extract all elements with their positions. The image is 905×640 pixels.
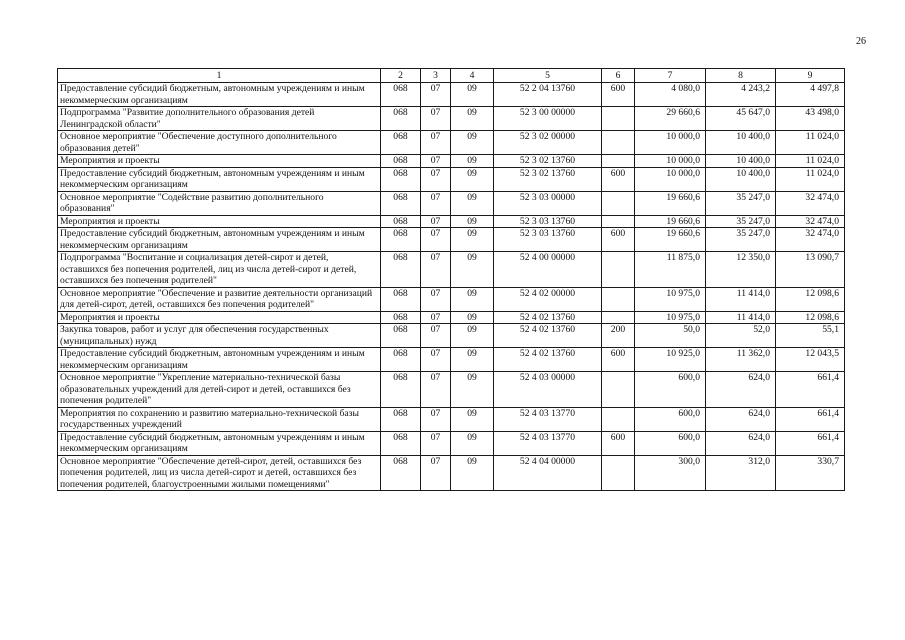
amount-year-3-cell: 11 024,0 [776,167,845,191]
section-code-cell: 07 [421,431,451,455]
table-row [58,155,845,168]
table-header [58,69,845,83]
expense-type-cell: 200 [602,324,635,348]
section-code-cell: 07 [421,107,451,131]
expense-type-cell [602,372,635,408]
table-row [58,228,845,252]
expense-type-cell [602,252,635,288]
header-row [58,69,845,83]
subsection-code-cell: 09 [451,311,494,324]
section-code-cell: 07 [421,228,451,252]
subsection-code-cell: 09 [451,155,494,168]
subsection-code-cell: 09 [451,407,494,431]
row-name-cell: Мероприятия и проекты [58,311,381,324]
section-code-cell: 07 [421,407,451,431]
row-name-cell: Предоставление субсидий бюджетным, автономным учреждениям и иным некоммерческим организациям [58,167,381,191]
target-article-cell: 52 4 02 00000 [494,287,602,311]
target-article-cell: 52 2 04 13760 [494,83,602,107]
column-header: 6 [602,69,635,83]
table-row [58,372,845,408]
amount-year-2-cell: 10 400,0 [706,167,776,191]
subsection-code-cell: 09 [451,131,494,155]
table-row [58,407,845,431]
ministry-code-cell: 068 [381,107,421,131]
amount-year-3-cell: 32 474,0 [776,215,845,228]
amount-year-2-cell: 4 243,2 [706,83,776,107]
table-body [58,83,845,491]
expense-type-cell: 600 [602,348,635,372]
amount-year-1-cell: 19 660,6 [635,228,706,252]
expense-type-cell [602,131,635,155]
amount-year-1-cell: 50,0 [635,324,706,348]
row-name-cell: Предоставление субсидий бюджетным, автономным учреждениям и иным некоммерческим организациям [58,348,381,372]
subsection-code-cell: 09 [451,431,494,455]
subsection-code-cell: 09 [451,348,494,372]
ministry-code-cell: 068 [381,215,421,228]
table-row [58,311,845,324]
row-name-cell: Основное мероприятие "Обеспечение доступного дополнительного образования детей" [58,131,381,155]
ministry-code-cell: 068 [381,324,421,348]
target-article-cell: 52 3 02 13760 [494,155,602,168]
amount-year-3-cell: 11 024,0 [776,155,845,168]
amount-year-2-cell: 624,0 [706,372,776,408]
subsection-code-cell: 09 [451,252,494,288]
section-code-cell: 07 [421,215,451,228]
row-name-cell: Предоставление субсидий бюджетным, автономным учреждениям и иным некоммерческим организациям [58,431,381,455]
column-header: 4 [451,69,494,83]
amount-year-1-cell: 10 000,0 [635,167,706,191]
table-row [58,324,845,348]
amount-year-2-cell: 624,0 [706,431,776,455]
amount-year-2-cell: 45 647,0 [706,107,776,131]
column-header: 7 [635,69,706,83]
row-name-cell: Закупка товаров, работ и услуг для обеспечения государственных (муниципальных) нужд [58,324,381,348]
section-code-cell: 07 [421,131,451,155]
target-article-cell: 52 4 02 13760 [494,311,602,324]
amount-year-1-cell: 10 925,0 [635,348,706,372]
column-header: 5 [494,69,602,83]
section-code-cell: 07 [421,455,451,491]
amount-year-3-cell: 661,4 [776,407,845,431]
column-header: 2 [381,69,421,83]
ministry-code-cell: 068 [381,372,421,408]
amount-year-2-cell: 11 362,0 [706,348,776,372]
table-row [58,215,845,228]
target-article-cell: 52 3 02 13760 [494,167,602,191]
amount-year-2-cell: 12 350,0 [706,252,776,288]
ministry-code-cell: 068 [381,228,421,252]
subsection-code-cell: 09 [451,107,494,131]
section-code-cell: 07 [421,155,451,168]
column-header: 9 [776,69,845,83]
amount-year-2-cell: 35 247,0 [706,215,776,228]
amount-year-2-cell: 35 247,0 [706,191,776,215]
amount-year-1-cell: 11 875,0 [635,252,706,288]
expense-type-cell [602,155,635,168]
table-row [58,83,845,107]
subsection-code-cell: 09 [451,83,494,107]
expense-type-cell [602,107,635,131]
amount-year-2-cell: 312,0 [706,455,776,491]
subsection-code-cell: 09 [451,372,494,408]
page-number: 26 [856,36,866,47]
target-article-cell: 52 4 02 13760 [494,348,602,372]
target-article-cell: 52 4 04 00000 [494,455,602,491]
amount-year-1-cell: 19 660,6 [635,215,706,228]
ministry-code-cell: 068 [381,83,421,107]
target-article-cell: 52 3 03 13760 [494,215,602,228]
section-code-cell: 07 [421,83,451,107]
section-code-cell: 07 [421,167,451,191]
section-code-cell: 07 [421,191,451,215]
expense-type-cell [602,287,635,311]
amount-year-3-cell: 32 474,0 [776,228,845,252]
section-code-cell: 07 [421,311,451,324]
expense-type-cell: 600 [602,228,635,252]
expense-type-cell [602,191,635,215]
amount-year-2-cell: 11 414,0 [706,287,776,311]
target-article-cell: 52 3 02 00000 [494,131,602,155]
row-name-cell: Основное мероприятие "Укрепление материально-технической базы образовательных учреждений для детей-сирот и детей, оставшихся без попечения родителей" [58,372,381,408]
subsection-code-cell: 09 [451,167,494,191]
amount-year-1-cell: 4 080,0 [635,83,706,107]
ministry-code-cell: 068 [381,191,421,215]
amount-year-3-cell: 661,4 [776,431,845,455]
section-code-cell: 07 [421,372,451,408]
ministry-code-cell: 068 [381,311,421,324]
amount-year-2-cell: 52,0 [706,324,776,348]
expense-type-cell [602,455,635,491]
row-name-cell: Мероприятия по сохранению и развитию материально-технической базы государственных учреждений [58,407,381,431]
expense-type-cell: 600 [602,83,635,107]
table-row [58,167,845,191]
ministry-code-cell: 068 [381,287,421,311]
target-article-cell: 52 4 02 13760 [494,324,602,348]
target-article-cell: 52 3 00 00000 [494,107,602,131]
amount-year-3-cell: 12 098,6 [776,287,845,311]
table-row [58,191,845,215]
table-row [58,431,845,455]
row-name-cell: Основное мероприятие "Обеспечение и развитие деятельности организаций для детей-сирот, детей, оставшихся без попечения родителей" [58,287,381,311]
row-name-cell: Основное мероприятие "Обеспечение детей-сирот, детей, оставшихся без попечения родителей, лиц из числа детей-сирот и детей, оставшихся без попечения родителей, благоустроенными жилыми помещениями" [58,455,381,491]
target-article-cell: 52 4 00 00000 [494,252,602,288]
subsection-code-cell: 09 [451,455,494,491]
table-row [58,252,845,288]
target-article-cell: 52 4 03 13770 [494,431,602,455]
amount-year-2-cell: 10 400,0 [706,131,776,155]
amount-year-3-cell: 12 043,5 [776,348,845,372]
subsection-code-cell: 09 [451,215,494,228]
section-code-cell: 07 [421,324,451,348]
ministry-code-cell: 068 [381,407,421,431]
amount-year-1-cell: 10 975,0 [635,311,706,324]
table-row [58,287,845,311]
subsection-code-cell: 09 [451,191,494,215]
row-name-cell: Мероприятия и проекты [58,215,381,228]
ministry-code-cell: 068 [381,431,421,455]
ministry-code-cell: 068 [381,131,421,155]
amount-year-1-cell: 10 000,0 [635,131,706,155]
ministry-code-cell: 068 [381,348,421,372]
expense-type-cell [602,407,635,431]
row-name-cell: Подпрограмма "Развитие дополнительного образования детей Ленинградской области" [58,107,381,131]
amount-year-3-cell: 330,7 [776,455,845,491]
target-article-cell: 52 4 03 00000 [494,372,602,408]
amount-year-3-cell: 13 090,7 [776,252,845,288]
amount-year-2-cell: 624,0 [706,407,776,431]
target-article-cell: 52 3 03 00000 [494,191,602,215]
expense-type-cell: 600 [602,167,635,191]
table-row [58,107,845,131]
row-name-cell: Основное мероприятие "Содействие развитию дополнительного образования" [58,191,381,215]
expense-type-cell [602,215,635,228]
section-code-cell: 07 [421,252,451,288]
budget-table [57,68,845,491]
subsection-code-cell: 09 [451,228,494,252]
subsection-code-cell: 09 [451,324,494,348]
amount-year-1-cell: 19 660,6 [635,191,706,215]
row-name-cell: Предоставление субсидий бюджетным, автономным учреждениям и иным некоммерческим организациям [58,83,381,107]
row-name-cell: Предоставление субсидий бюджетным, автономным учреждениям и иным некоммерческим организациям [58,228,381,252]
amount-year-3-cell: 11 024,0 [776,131,845,155]
amount-year-1-cell: 600,0 [635,407,706,431]
ministry-code-cell: 068 [381,455,421,491]
table-row [58,455,845,491]
amount-year-2-cell: 11 414,0 [706,311,776,324]
table-row [58,348,845,372]
column-header: 3 [421,69,451,83]
subsection-code-cell: 09 [451,287,494,311]
amount-year-3-cell: 55,1 [776,324,845,348]
ministry-code-cell: 068 [381,167,421,191]
amount-year-2-cell: 10 400,0 [706,155,776,168]
amount-year-1-cell: 600,0 [635,431,706,455]
section-code-cell: 07 [421,348,451,372]
section-code-cell: 07 [421,287,451,311]
row-name-cell: Мероприятия и проекты [58,155,381,168]
ministry-code-cell: 068 [381,155,421,168]
amount-year-1-cell: 29 660,6 [635,107,706,131]
amount-year-3-cell: 32 474,0 [776,191,845,215]
expense-type-cell: 600 [602,431,635,455]
row-name-cell: Подпрограмма "Воспитание и социализация детей-сирот и детей, оставшихся без попечения родителей, лиц из числа детей-сирот и детей, оставшихся без попечения родителей" [58,252,381,288]
target-article-cell: 52 3 03 13760 [494,228,602,252]
column-header: 8 [706,69,776,83]
amount-year-1-cell: 600,0 [635,372,706,408]
amount-year-3-cell: 661,4 [776,372,845,408]
amount-year-3-cell: 43 498,0 [776,107,845,131]
target-article-cell: 52 4 03 13770 [494,407,602,431]
amount-year-1-cell: 10 975,0 [635,287,706,311]
table-row [58,131,845,155]
expense-type-cell [602,311,635,324]
ministry-code-cell: 068 [381,252,421,288]
amount-year-2-cell: 35 247,0 [706,228,776,252]
amount-year-1-cell: 10 000,0 [635,155,706,168]
amount-year-3-cell: 4 497,8 [776,83,845,107]
amount-year-1-cell: 300,0 [635,455,706,491]
amount-year-3-cell: 12 098,6 [776,311,845,324]
column-header: 1 [58,69,381,83]
